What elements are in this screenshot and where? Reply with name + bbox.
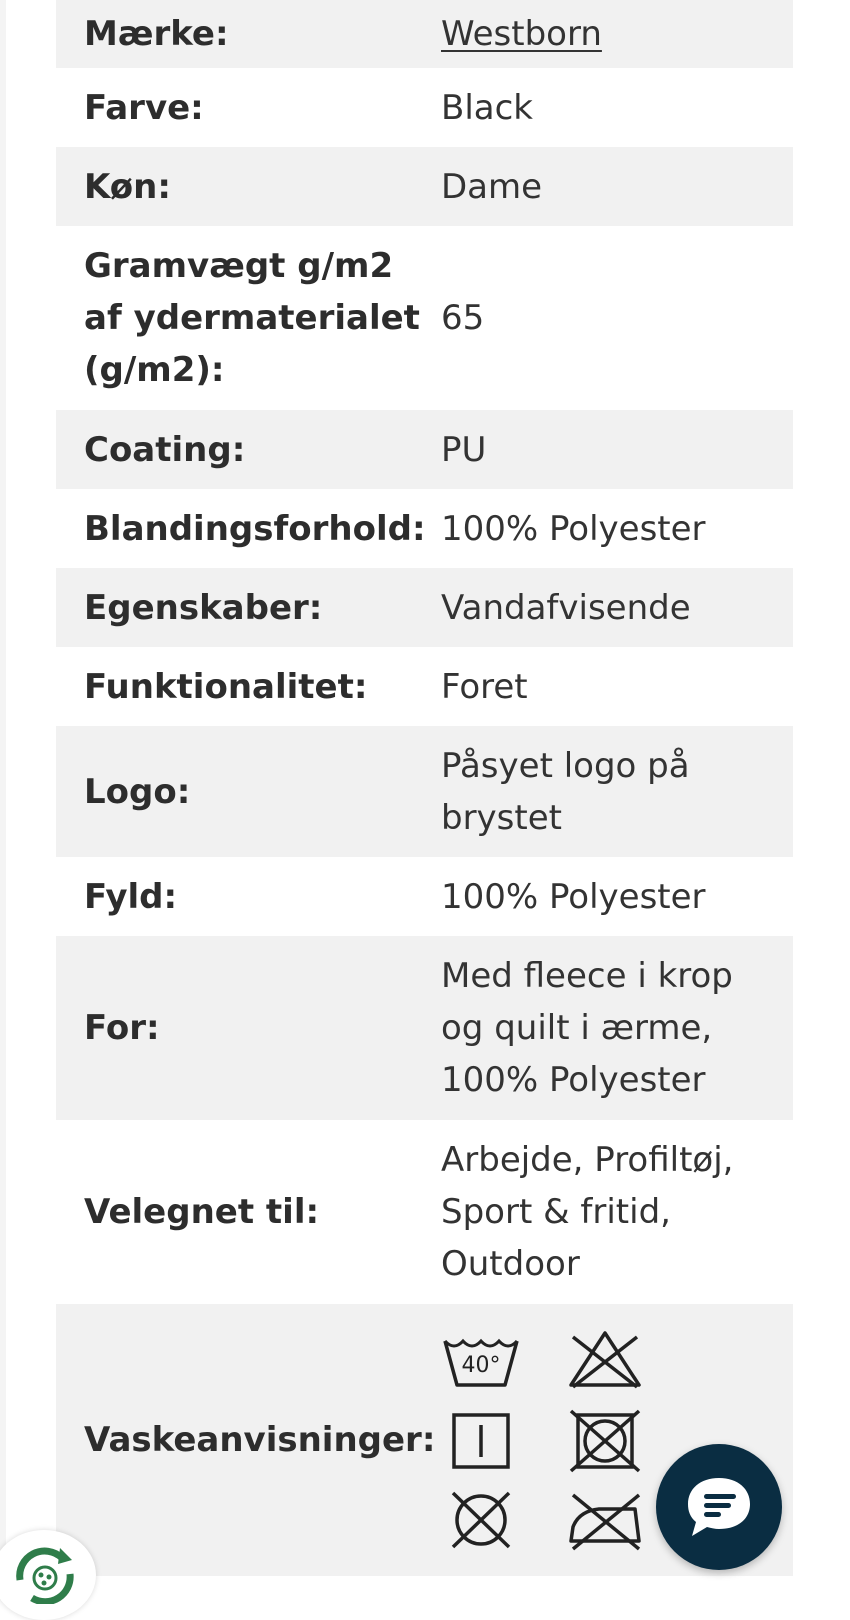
chat-bubble-icon: [684, 1474, 754, 1540]
line-dry-icon: [441, 1407, 521, 1473]
left-edge: [0, 0, 6, 1600]
spec-value: 100% Polyester: [441, 876, 706, 917]
spec-label: For:: [84, 1008, 160, 1048]
spec-label: Køn:: [84, 166, 171, 207]
no-dry-clean-icon: [441, 1487, 521, 1553]
spec-value: Arbejde, Profiltøj, Sport & fritid, Outdoor: [441, 1140, 734, 1284]
spec-table: [56, 0, 793, 1576]
spec-label: Fyld:: [84, 876, 178, 917]
spec-label: Velegnet til:: [84, 1192, 320, 1232]
spec-value: Med fleece i krop og quilt i ærme, 100% Polyester: [441, 956, 733, 1100]
spec-row-coating: [56, 410, 793, 489]
spec-label: Farve:: [84, 87, 204, 128]
spec-row-brand: [56, 0, 793, 68]
spec-value: Påsyet logo på brystet: [441, 745, 690, 838]
spec-row-suitable-for: [56, 1120, 793, 1304]
wash-40-icon: [441, 1327, 521, 1393]
spec-value: Foret: [441, 666, 528, 707]
spec-label: Vaskeanvisninger:: [84, 1420, 436, 1460]
spec-value: 100% Polyester: [441, 508, 706, 549]
recycle-icon: [10, 1544, 80, 1604]
spec-label: Logo:: [84, 771, 191, 812]
spec-row-gender: [56, 147, 793, 226]
spec-label: Egenskaber:: [84, 587, 323, 628]
spec-value: Vandafvisende: [441, 587, 691, 628]
spec-row-functionality: [56, 647, 793, 726]
spec-label: Gramvægt g/m2 af ydermaterialet (g/m2):: [84, 246, 420, 390]
wash-temperature: 40°: [461, 1353, 501, 1378]
spec-row-color: [56, 68, 793, 147]
spec-label: Funktionalitet:: [84, 666, 368, 707]
spec-row-lining: [56, 936, 793, 1120]
spec-row-properties: [56, 568, 793, 647]
spec-row-blend: [56, 489, 793, 568]
spec-label: Blandingsforhold:: [84, 508, 426, 549]
eco-badge[interactable]: [0, 1530, 96, 1620]
spec-label: Coating:: [84, 429, 246, 470]
spec-value: Dame: [441, 166, 543, 207]
no-bleach-icon: [565, 1327, 645, 1393]
no-tumble-dry-icon: [565, 1407, 645, 1473]
spec-value: Black: [441, 87, 533, 128]
spec-row-filling: [56, 857, 793, 936]
no-iron-icon: [565, 1487, 645, 1553]
spec-row-weight: [56, 226, 793, 410]
spec-label: Mærke:: [84, 14, 229, 54]
spec-value: PU: [441, 429, 487, 470]
spec-value: 65: [441, 298, 485, 338]
spec-row-logo: [56, 726, 793, 857]
chat-button[interactable]: [656, 1444, 782, 1570]
brand-link[interactable]: Westborn: [441, 14, 602, 54]
